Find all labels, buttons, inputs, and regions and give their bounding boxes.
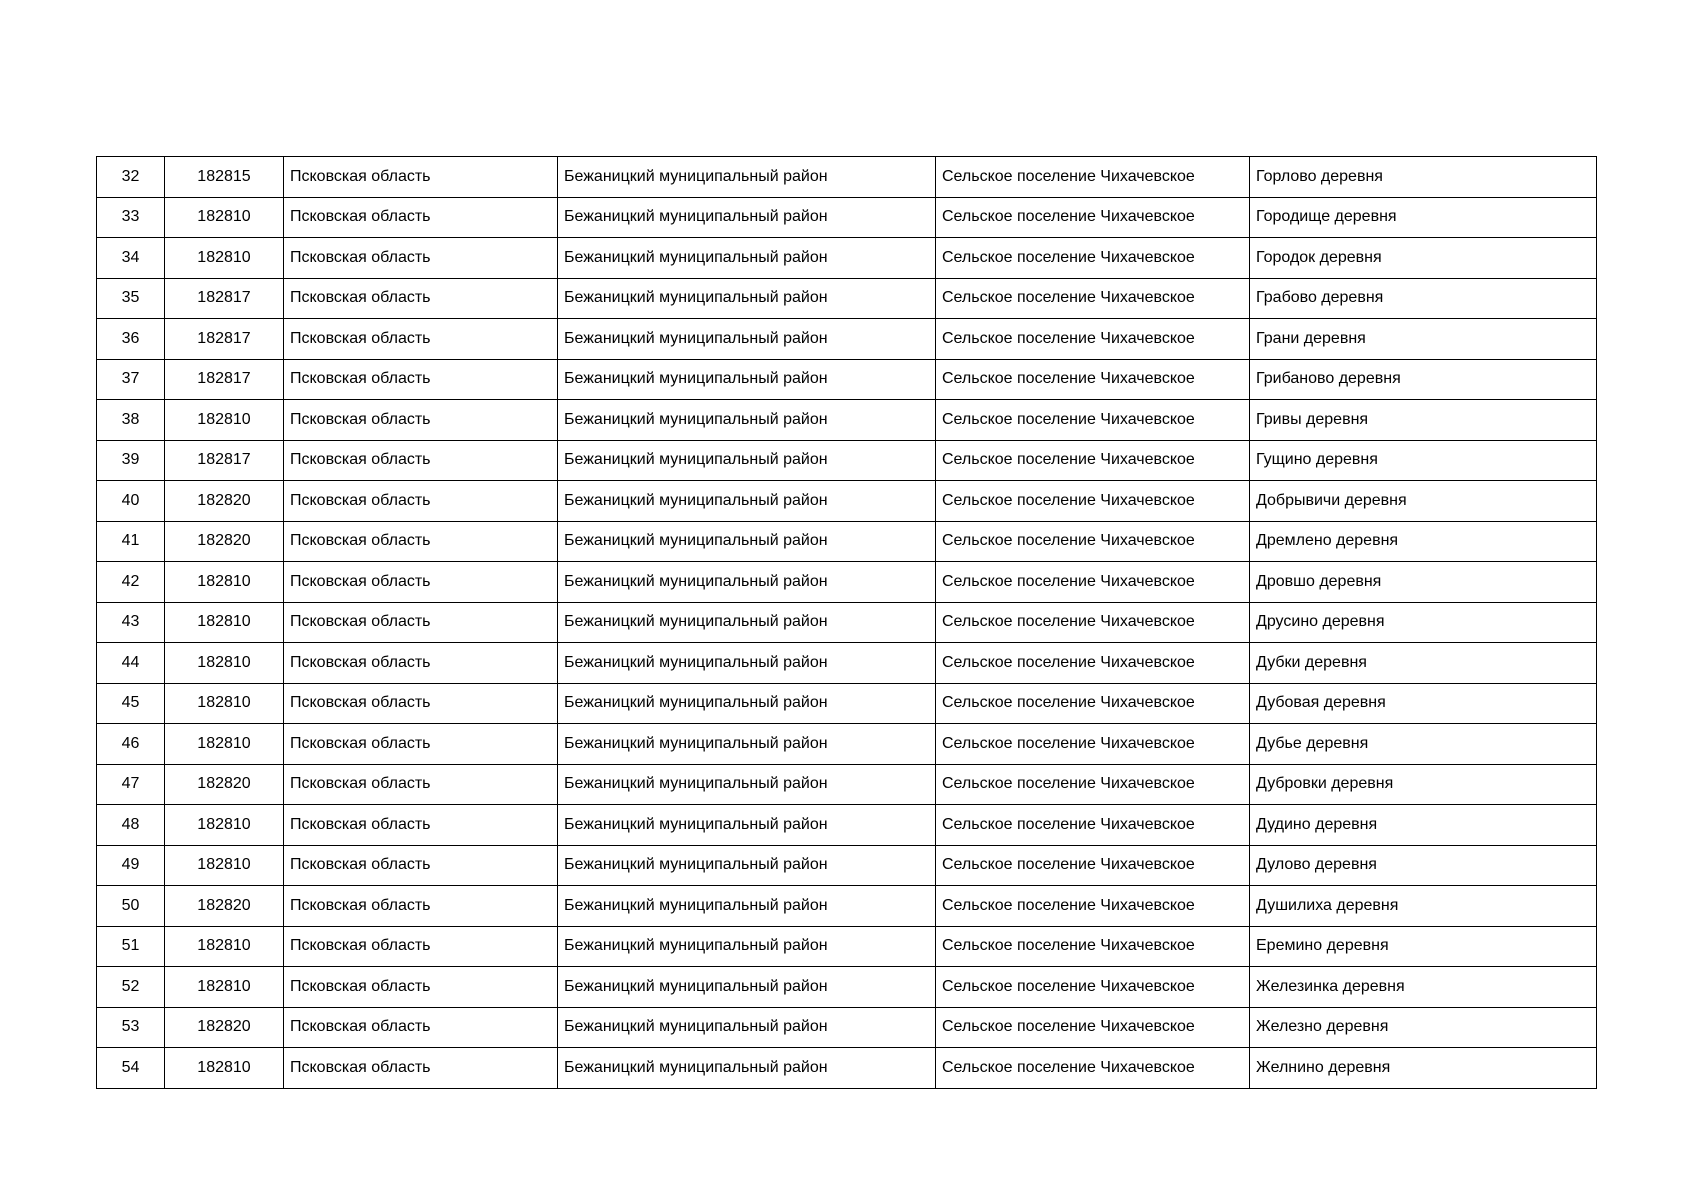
settlement-cell: Сельское поселение Чихачевское — [936, 481, 1250, 522]
table-row — [97, 1048, 1597, 1089]
postal-index-cell: 182810 — [165, 805, 284, 846]
region-cell: Псковская область — [284, 1007, 558, 1048]
region-cell: Псковская область — [284, 319, 558, 360]
settlement-cell: Сельское поселение Чихачевское — [936, 967, 1250, 1008]
region-cell: Псковская область — [284, 400, 558, 441]
region-cell: Псковская область — [284, 359, 558, 400]
locality-cell: Горлово деревня — [1250, 157, 1597, 198]
settlement-cell: Сельское поселение Чихачевское — [936, 440, 1250, 481]
settlement-cell: Сельское поселение Чихачевское — [936, 886, 1250, 927]
row-number-cell: 36 — [97, 319, 165, 360]
district-cell: Бежаницкий муниципальный район — [558, 602, 936, 643]
region-cell: Псковская область — [284, 481, 558, 522]
settlement-cell: Сельское поселение Чихачевское — [936, 845, 1250, 886]
locality-cell: Городок деревня — [1250, 238, 1597, 279]
locality-cell: Еремино деревня — [1250, 926, 1597, 967]
locality-cell: Грибаново деревня — [1250, 359, 1597, 400]
table-row — [97, 400, 1597, 441]
row-number-cell: 49 — [97, 845, 165, 886]
row-number-cell: 34 — [97, 238, 165, 279]
settlement-cell: Сельское поселение Чихачевское — [936, 562, 1250, 603]
locality-cell: Дулово деревня — [1250, 845, 1597, 886]
postal-index-cell: 182810 — [165, 967, 284, 1008]
district-cell: Бежаницкий муниципальный район — [558, 1048, 936, 1089]
locality-cell: Дремлено деревня — [1250, 521, 1597, 562]
locality-cell: Желнино деревня — [1250, 1048, 1597, 1089]
table-row — [97, 1007, 1597, 1048]
locality-cell: Дубровки деревня — [1250, 764, 1597, 805]
district-cell: Бежаницкий муниципальный район — [558, 319, 936, 360]
locality-cell: Дубки деревня — [1250, 643, 1597, 684]
table-row — [97, 845, 1597, 886]
locality-cell: Гривы деревня — [1250, 400, 1597, 441]
region-cell: Псковская область — [284, 967, 558, 1008]
postal-index-cell: 182820 — [165, 764, 284, 805]
locality-cell: Грабово деревня — [1250, 278, 1597, 319]
region-cell: Псковская область — [284, 278, 558, 319]
locality-cell: Железно деревня — [1250, 1007, 1597, 1048]
address-table — [96, 156, 1597, 1089]
row-number-cell: 45 — [97, 683, 165, 724]
settlement-cell: Сельское поселение Чихачевское — [936, 602, 1250, 643]
region-cell: Псковская область — [284, 238, 558, 279]
row-number-cell: 41 — [97, 521, 165, 562]
district-cell: Бежаницкий муниципальный район — [558, 764, 936, 805]
row-number-cell: 32 — [97, 157, 165, 198]
table-row — [97, 319, 1597, 360]
postal-index-cell: 182810 — [165, 238, 284, 279]
settlement-cell: Сельское поселение Чихачевское — [936, 724, 1250, 765]
district-cell: Бежаницкий муниципальный район — [558, 157, 936, 198]
row-number-cell: 53 — [97, 1007, 165, 1048]
region-cell: Псковская область — [284, 764, 558, 805]
locality-cell: Гущино деревня — [1250, 440, 1597, 481]
settlement-cell: Сельское поселение Чихачевское — [936, 197, 1250, 238]
region-cell: Псковская область — [284, 805, 558, 846]
district-cell: Бежаницкий муниципальный район — [558, 886, 936, 927]
postal-index-cell: 182810 — [165, 926, 284, 967]
settlement-cell: Сельское поселение Чихачевское — [936, 359, 1250, 400]
row-number-cell: 47 — [97, 764, 165, 805]
region-cell: Псковская область — [284, 602, 558, 643]
region-cell: Псковская область — [284, 926, 558, 967]
row-number-cell: 54 — [97, 1048, 165, 1089]
table-row — [97, 764, 1597, 805]
region-cell: Псковская область — [284, 845, 558, 886]
region-cell: Псковская область — [284, 562, 558, 603]
district-cell: Бежаницкий муниципальный район — [558, 400, 936, 441]
postal-index-cell: 182820 — [165, 481, 284, 522]
table-row — [97, 724, 1597, 765]
row-number-cell: 39 — [97, 440, 165, 481]
row-number-cell: 37 — [97, 359, 165, 400]
table-row — [97, 440, 1597, 481]
region-cell: Псковская область — [284, 886, 558, 927]
table-row — [97, 886, 1597, 927]
postal-index-cell: 182810 — [165, 562, 284, 603]
settlement-cell: Сельское поселение Чихачевское — [936, 319, 1250, 360]
settlement-cell: Сельское поселение Чихачевское — [936, 157, 1250, 198]
table-row — [97, 562, 1597, 603]
row-number-cell: 40 — [97, 481, 165, 522]
district-cell: Бежаницкий муниципальный район — [558, 278, 936, 319]
district-cell: Бежаницкий муниципальный район — [558, 481, 936, 522]
table-row — [97, 197, 1597, 238]
table-row — [97, 157, 1597, 198]
row-number-cell: 35 — [97, 278, 165, 319]
district-cell: Бежаницкий муниципальный район — [558, 521, 936, 562]
postal-index-cell: 182810 — [165, 724, 284, 765]
postal-index-cell: 182817 — [165, 278, 284, 319]
postal-index-cell: 182810 — [165, 683, 284, 724]
district-cell: Бежаницкий муниципальный район — [558, 926, 936, 967]
table-row — [97, 926, 1597, 967]
table-row — [97, 278, 1597, 319]
row-number-cell: 33 — [97, 197, 165, 238]
district-cell: Бежаницкий муниципальный район — [558, 359, 936, 400]
row-number-cell: 52 — [97, 967, 165, 1008]
district-cell: Бежаницкий муниципальный район — [558, 643, 936, 684]
district-cell: Бежаницкий муниципальный район — [558, 238, 936, 279]
postal-index-cell: 182810 — [165, 1048, 284, 1089]
postal-index-cell: 182810 — [165, 643, 284, 684]
settlement-cell: Сельское поселение Чихачевское — [936, 764, 1250, 805]
district-cell: Бежаницкий муниципальный район — [558, 197, 936, 238]
row-number-cell: 51 — [97, 926, 165, 967]
district-cell: Бежаницкий муниципальный район — [558, 805, 936, 846]
locality-cell: Дубье деревня — [1250, 724, 1597, 765]
postal-index-cell: 182810 — [165, 602, 284, 643]
locality-cell: Дубовая деревня — [1250, 683, 1597, 724]
row-number-cell: 46 — [97, 724, 165, 765]
postal-index-cell: 182810 — [165, 400, 284, 441]
settlement-cell: Сельское поселение Чихачевское — [936, 1007, 1250, 1048]
locality-cell: Друсино деревня — [1250, 602, 1597, 643]
row-number-cell: 38 — [97, 400, 165, 441]
region-cell: Псковская область — [284, 643, 558, 684]
district-cell: Бежаницкий муниципальный район — [558, 845, 936, 886]
district-cell: Бежаницкий муниципальный район — [558, 1007, 936, 1048]
postal-index-cell: 182815 — [165, 157, 284, 198]
settlement-cell: Сельское поселение Чихачевское — [936, 238, 1250, 279]
locality-cell: Грани деревня — [1250, 319, 1597, 360]
region-cell: Псковская область — [284, 157, 558, 198]
region-cell: Псковская область — [284, 683, 558, 724]
district-cell: Бежаницкий муниципальный район — [558, 562, 936, 603]
postal-index-cell: 182810 — [165, 845, 284, 886]
locality-cell: Железинка деревня — [1250, 967, 1597, 1008]
row-number-cell: 48 — [97, 805, 165, 846]
row-number-cell: 50 — [97, 886, 165, 927]
table-row — [97, 683, 1597, 724]
settlement-cell: Сельское поселение Чихачевское — [936, 1048, 1250, 1089]
locality-cell: Городище деревня — [1250, 197, 1597, 238]
settlement-cell: Сельское поселение Чихачевское — [936, 521, 1250, 562]
table-body — [97, 157, 1597, 1089]
table-row — [97, 805, 1597, 846]
region-cell: Псковская область — [284, 521, 558, 562]
table-row — [97, 359, 1597, 400]
table-row — [97, 238, 1597, 279]
settlement-cell: Сельское поселение Чихачевское — [936, 683, 1250, 724]
settlement-cell: Сельское поселение Чихачевское — [936, 805, 1250, 846]
settlement-cell: Сельское поселение Чихачевское — [936, 643, 1250, 684]
locality-cell: Добрывичи деревня — [1250, 481, 1597, 522]
postal-index-cell: 182820 — [165, 886, 284, 927]
settlement-cell: Сельское поселение Чихачевское — [936, 926, 1250, 967]
locality-cell: Дудино деревня — [1250, 805, 1597, 846]
region-cell: Псковская область — [284, 440, 558, 481]
postal-index-cell: 182820 — [165, 1007, 284, 1048]
district-cell: Бежаницкий муниципальный район — [558, 683, 936, 724]
postal-index-cell: 182817 — [165, 440, 284, 481]
postal-index-cell: 182817 — [165, 359, 284, 400]
settlement-cell: Сельское поселение Чихачевское — [936, 400, 1250, 441]
locality-cell: Дровшо деревня — [1250, 562, 1597, 603]
region-cell: Псковская область — [284, 1048, 558, 1089]
row-number-cell: 42 — [97, 562, 165, 603]
settlement-cell: Сельское поселение Чихачевское — [936, 278, 1250, 319]
row-number-cell: 44 — [97, 643, 165, 684]
table-row — [97, 602, 1597, 643]
table-row — [97, 643, 1597, 684]
region-cell: Псковская область — [284, 197, 558, 238]
postal-index-cell: 182810 — [165, 197, 284, 238]
postal-index-cell: 182817 — [165, 319, 284, 360]
district-cell: Бежаницкий муниципальный район — [558, 440, 936, 481]
table-row — [97, 521, 1597, 562]
locality-cell: Душилиха деревня — [1250, 886, 1597, 927]
table-row — [97, 481, 1597, 522]
region-cell: Псковская область — [284, 724, 558, 765]
table-row — [97, 967, 1597, 1008]
district-cell: Бежаницкий муниципальный район — [558, 724, 936, 765]
row-number-cell: 43 — [97, 602, 165, 643]
district-cell: Бежаницкий муниципальный район — [558, 967, 936, 1008]
postal-index-cell: 182820 — [165, 521, 284, 562]
